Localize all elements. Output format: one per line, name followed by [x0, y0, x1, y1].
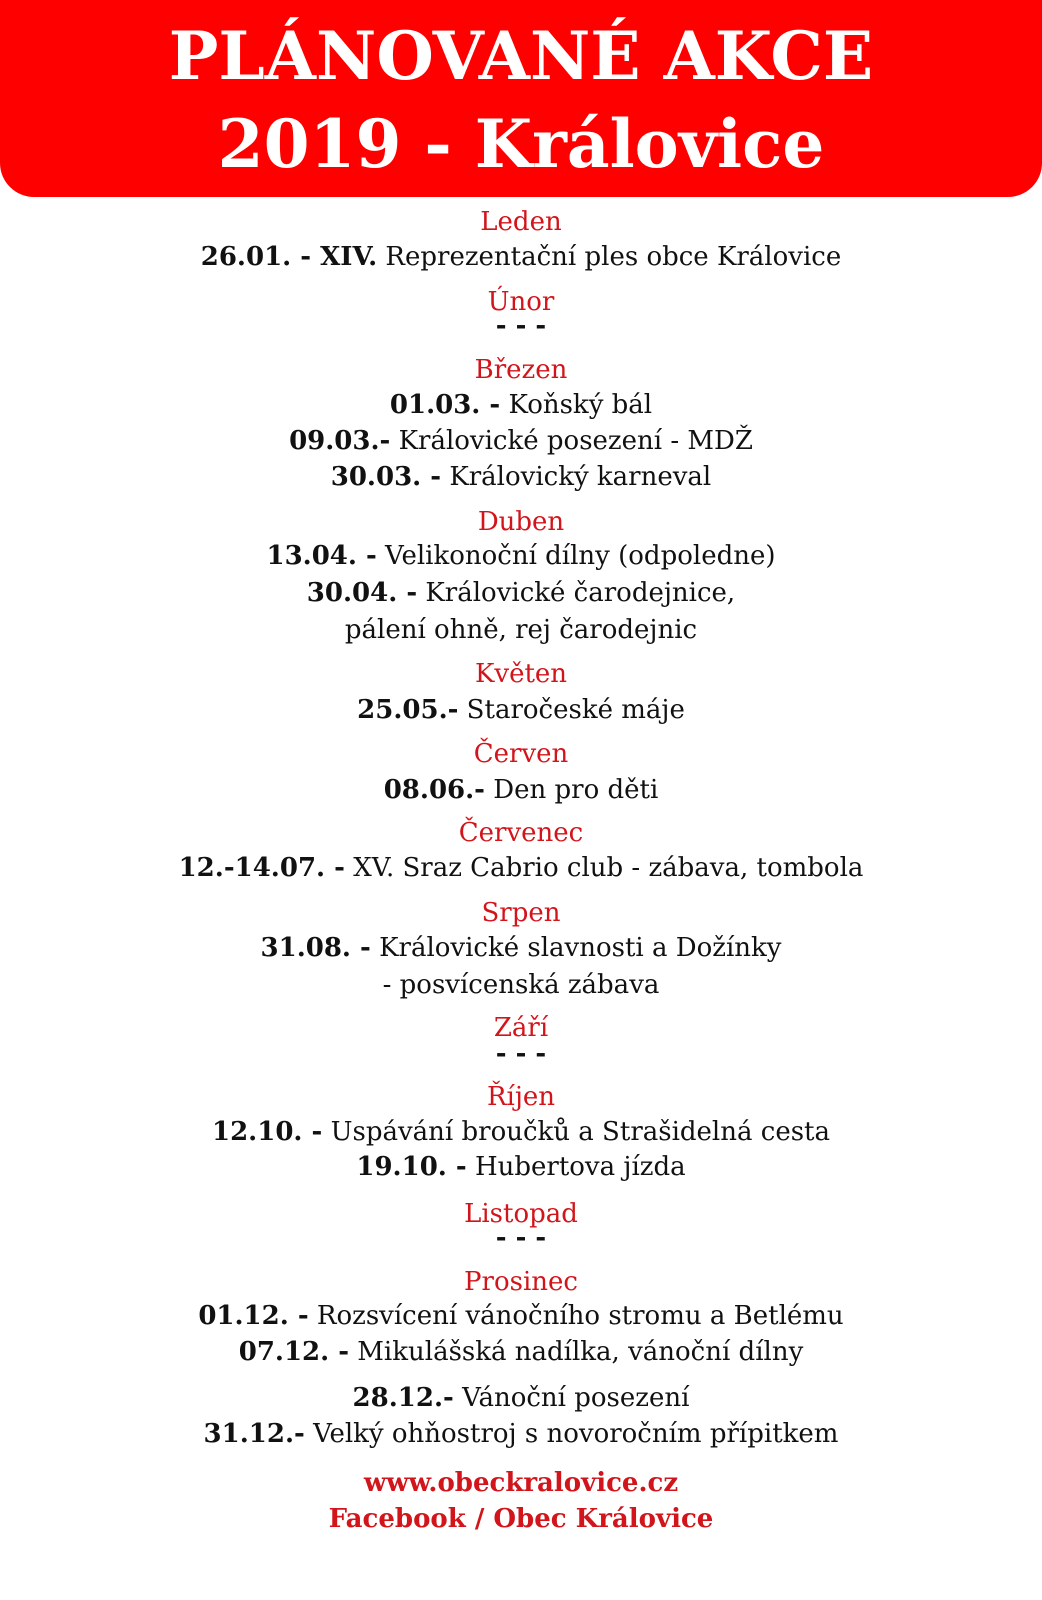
- month-heading-prosinec: Prosinec: [464, 1267, 578, 1297]
- event-date: 01.03. -: [389, 390, 501, 420]
- event-line: [0, 850, 1042, 886]
- event-date: 25.05.-: [357, 695, 459, 725]
- event-text: Rozsvícení vánočního stromu a Betlému: [308, 1301, 844, 1331]
- page-title: PLÁNOVANÉ AKCE: [168, 17, 874, 95]
- event-text: Reprezentační ples obce Královice: [377, 242, 842, 272]
- event-text: Koňský bál: [500, 390, 653, 420]
- event-text: Královické čarodejnice,: [417, 578, 736, 608]
- event-line: [0, 1416, 1042, 1452]
- event-date: 31.12.-: [203, 1419, 305, 1449]
- event-line: [0, 1298, 1042, 1334]
- event-date: 28.12.-: [352, 1383, 454, 1413]
- event-date: 07.12. -: [238, 1337, 350, 1367]
- event-text: Velký ohňostroj s novoročním přípitkem: [304, 1419, 839, 1449]
- month-heading-leden: Leden: [480, 207, 562, 237]
- event-text: pálení ohně, rej čarodejnic: [344, 615, 698, 645]
- event-line: [0, 239, 1042, 275]
- no-events-dash: - - -: [495, 1039, 547, 1069]
- month-heading-srpen: Srpen: [481, 898, 561, 928]
- event-line: [0, 1334, 1042, 1370]
- event-text: Královické posezení - MDŽ: [390, 426, 753, 456]
- event-text: Staročeské máje: [458, 695, 685, 725]
- event-date: 13.04. -: [266, 541, 377, 571]
- month-heading-duben: Duben: [477, 507, 565, 537]
- month-heading-listopad: Listopad: [464, 1199, 578, 1229]
- event-text: Den pro děti: [484, 775, 659, 805]
- event-date: 26.01. - XIV.: [200, 242, 378, 272]
- event-text: Vánoční posezení: [453, 1383, 690, 1413]
- event-line: [0, 612, 1042, 648]
- event-text: Uspávání broučků a Strašidelná cesta: [322, 1117, 830, 1147]
- event-line: [0, 1114, 1042, 1150]
- month-heading-kveten: Květen: [474, 659, 568, 689]
- event-date: 30.04. -: [306, 578, 418, 608]
- title-banner: [0, 0, 1042, 197]
- event-line: [0, 387, 1042, 423]
- facebook-link[interactable]: Facebook / Obec Královice: [328, 1504, 714, 1534]
- event-date: 09.03.-: [289, 426, 391, 456]
- event-line: [0, 575, 1042, 611]
- page-subtitle: 2019 - Královice: [217, 105, 825, 183]
- event-line: [0, 1380, 1042, 1416]
- event-date: 31.08. -: [260, 933, 371, 963]
- month-heading-brezen: Březen: [474, 355, 568, 385]
- event-date: 01.12. -: [198, 1301, 309, 1331]
- month-heading-cerven: Červen: [473, 739, 569, 769]
- event-text: XV. Sraz Cabrio club - zábava, tombola: [344, 853, 864, 883]
- event-text: Mikulášská nadílka, vánoční dílny: [349, 1337, 804, 1367]
- event-line: [0, 459, 1042, 495]
- event-date: 12.-14.07. -: [178, 853, 345, 883]
- month-heading-zari: Září: [493, 1013, 549, 1043]
- event-date: 30.03. -: [330, 462, 442, 492]
- event-text: Královické slavnosti a Dožínky: [370, 933, 782, 963]
- event-text: - posvícenská zábava: [382, 970, 660, 1000]
- event-date: 08.06.-: [383, 775, 485, 805]
- event-text: Královický karneval: [441, 462, 712, 492]
- event-line: [0, 930, 1042, 966]
- event-date: 12.10. -: [212, 1117, 323, 1147]
- event-line: [0, 423, 1042, 459]
- month-heading-rijen: Říjen: [486, 1082, 556, 1112]
- no-events-dash: - - -: [495, 311, 547, 341]
- event-line: [0, 772, 1042, 808]
- event-date: 19.10. -: [356, 1152, 467, 1182]
- website-link[interactable]: www.obeckralovice.cz: [363, 1468, 679, 1498]
- event-text: Velikonoční dílny (odpoledne): [376, 541, 776, 571]
- event-line: [0, 1149, 1042, 1185]
- event-line: [0, 692, 1042, 728]
- event-line: [0, 967, 1042, 1003]
- month-heading-cervenec: Červenec: [458, 818, 584, 848]
- month-heading-unor: Únor: [487, 287, 555, 317]
- event-text: Hubertova jízda: [466, 1152, 686, 1182]
- event-line: [0, 538, 1042, 574]
- no-events-dash: - - -: [495, 1223, 547, 1253]
